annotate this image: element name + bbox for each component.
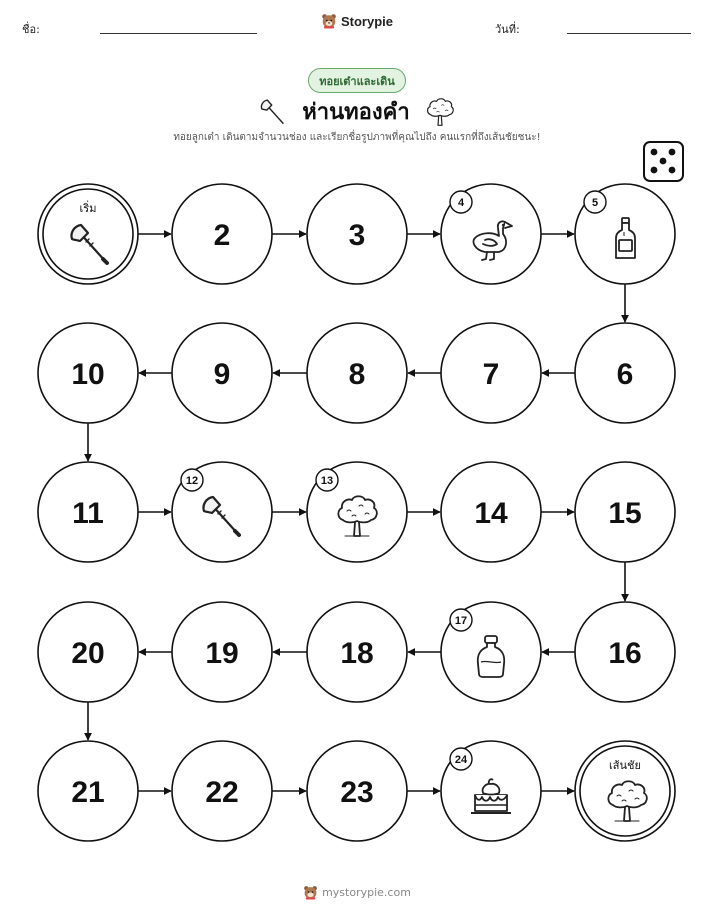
space-number: 13 (320, 475, 334, 487)
board-space-18 (307, 602, 407, 702)
space-number: 4 (457, 197, 465, 209)
brand-name: Storypie (340, 13, 393, 29)
board-space-10 (38, 323, 138, 423)
board-space-12 (172, 462, 272, 562)
space-number: 3 (348, 219, 366, 252)
space-number: 20 (71, 637, 105, 670)
date-label: วันที่: (495, 23, 520, 36)
space-number: 9 (213, 358, 231, 391)
footer (0, 885, 714, 900)
board-space-16 (575, 602, 675, 702)
page-title: ห่านทองคำ (302, 100, 410, 125)
space-number: 15 (608, 497, 642, 530)
space-number: 18 (340, 637, 374, 670)
board-space-4 (441, 184, 541, 284)
footer-url: mystorypie.com (322, 886, 411, 899)
board-space-6 (575, 323, 675, 423)
board-space-15 (575, 462, 675, 562)
board-spaces (38, 184, 675, 841)
board-space-24 (441, 741, 541, 841)
space-number: 21 (71, 776, 105, 809)
space-number: 22 (205, 776, 239, 809)
space-number: 19 (205, 637, 239, 670)
space-number: 7 (482, 358, 500, 391)
board-space-21 (38, 741, 138, 841)
game-type-badge: ทอยเต๋าและเดิน (308, 68, 406, 93)
space-number: 6 (616, 358, 634, 391)
board-space-13 (307, 462, 407, 562)
board-space-5 (575, 184, 675, 284)
bear-mascot-icon (303, 885, 318, 900)
board-space-25 (575, 741, 675, 841)
space-number: 24 (454, 754, 468, 766)
space-number: 5 (591, 197, 599, 209)
finish-label: เส้นชัย (609, 759, 641, 772)
start-label: เริ่ม (79, 202, 97, 215)
board-space-23 (307, 741, 407, 841)
board-space-7 (441, 323, 541, 423)
name-label: ชื่อ: (22, 23, 40, 36)
board-space-14 (441, 462, 541, 562)
board-space-2 (172, 184, 272, 284)
board-space-8 (307, 323, 407, 423)
board-space-19 (172, 602, 272, 702)
board-space-11 (38, 462, 138, 562)
board-space-20 (38, 602, 138, 702)
space-number: 11 (72, 497, 104, 530)
space-number: 16 (608, 637, 642, 670)
space-number: 10 (71, 358, 105, 391)
board-space-1 (38, 184, 138, 284)
board-space-22 (172, 741, 272, 841)
instructions: ทอยลูกเต๋า เดินตามจำนวนช่อง และเรียกชื่อรูปภาพที่คุณไปถึง คนแรกที่ถึงเส้นชัยชนะ! (173, 132, 541, 143)
board-space-3 (307, 184, 407, 284)
space-number: 17 (454, 615, 468, 627)
board-space-17 (441, 602, 541, 702)
board-space-9 (172, 323, 272, 423)
space-number: 14 (474, 497, 508, 530)
space-number: 8 (348, 358, 366, 391)
space-number: 2 (213, 219, 231, 252)
space-number: 12 (185, 475, 199, 487)
space-number: 23 (340, 776, 374, 809)
